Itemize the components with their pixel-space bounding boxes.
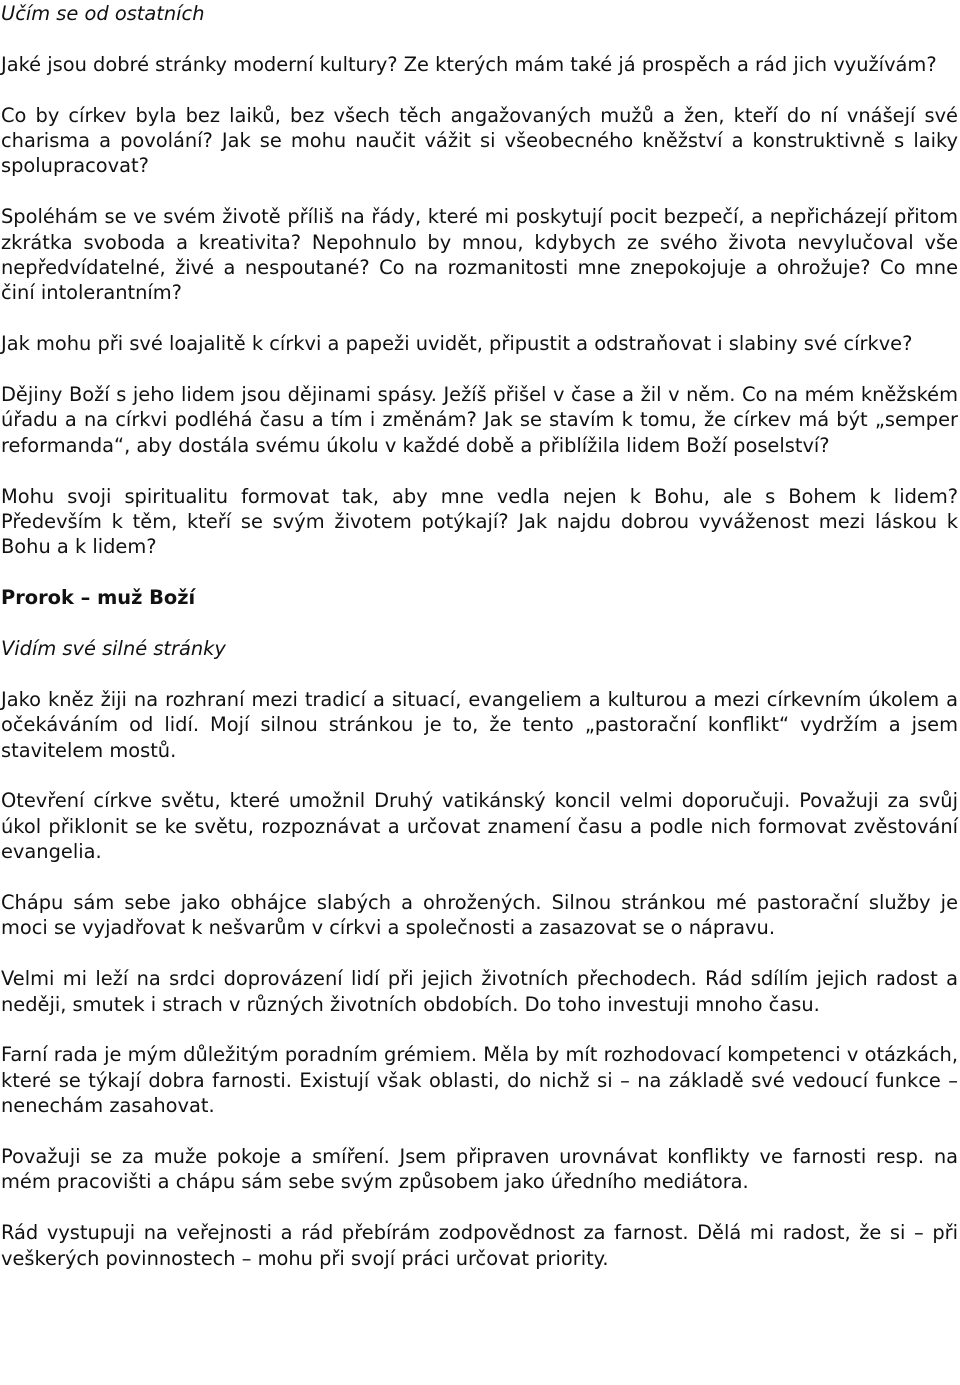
section-subheading-strengths: Vidím své silné stránky [1, 637, 226, 661]
paragraph: Rád vystupuji na veřejnosti a rád přebírám zodpovědnost za farnost. Dělá mi radost, že si – při veškerých povinnostech – mohu při svojí práci určovat priority. [1, 1221, 958, 1270]
paragraph: Spoléhám se ve svém životě příliš na řády, které mi poskytují pocit bezpečí, a nepřicházejí přitom zkrátka svoboda a kreativita? Nepohnulo by mnou, kdybych ze svého života nevylučoval vše nepředvídatelné, živé a nespoutané? Co na rozmanitosti mne znepokojuje a ohrožuje? Co mne činí intolerantním? [1, 205, 958, 305]
paragraph: Mohu svoji spiritualitu formovat tak, aby mne vedla nejen k Bohu, ale s Bohem k lidem? Především k těm, kteří se svým životem potýkají? Jak najdu dobrou vyváženost mezi láskou k Bohu a k lidem? [1, 484, 958, 559]
section-heading-learning: Učím se od ostatních [1, 2, 205, 25]
section-title-prophet: Prorok – muž Boží [1, 586, 196, 610]
paragraph: Chápu sám sebe jako obhájce slabých a ohrožených. Silnou stránkou mé pastorační služby je moci se vyjadřovat k nešvarům v církvi a společnosti a zasazovat se o nápravu. [1, 891, 958, 940]
paragraph: Považuji se za muže pokoje a smíření. Jsem připraven urovnávat konflikty ve farnosti resp. na mém pracovišti a chápu sám sebe svým způsobem jako úředního mediátora. [1, 1145, 958, 1194]
paragraph: Jak mohu při své loajalitě k církvi a papeži uvidět, připustit a odstraňovat i slabiny své církve? [1, 332, 913, 356]
paragraph: Jaké jsou dobré stránky moderní kultury? Ze kterých mám také já prospěch a rád jich využívám? [1, 52, 937, 76]
paragraph: Jako kněz žiji na rozhraní mezi tradicí a situací, evangeliem a kulturou a mezi církevním úkolem a očekáváním od lidí. Mojí silnou stránkou je to, že tento „pastorační konflikt“ vydržím a jsem stavitelem mostů. [1, 687, 958, 762]
paragraph: Farní rada je mým důležitým poradním grémiem. Měla by mít rozhodovací kompetenci v otázkách, které se týkají dobra farnosti. Existují však oblasti, do nichž si – na základě své vedoucí funkce – nenechám zasahovat. [1, 1043, 958, 1118]
paragraph: Dějiny Boží s jeho lidem jsou dějinami spásy. Ježíš přišel v čase a žil v něm. Co na mém kněžském úřadu a na církvi podléhá času a tím i změnám? Jak se stavím k tomu, že církev má být „semper reformanda“, aby dostála svému úkolu v každé době a přiblížila lidem Boží poselství? [1, 383, 958, 457]
paragraph: Velmi mi leží na srdci doprovázení lidí při jejich životních přechodech. Rád sdílím jejich radost a neději, smutek i strach v různých životních obdobích. Do toho investuji mnoho času. [1, 967, 958, 1016]
paragraph: Co by církev byla bez laiků, bez všech těch angažovaných mužů a žen, kteří do ní vnášejí své charisma a povolání? Jak se mohu naučit vážit si všeobecného kněžství a konstruktivně s laiky spolupracovat? [1, 103, 958, 178]
paragraph: Otevření církve světu, které umožnil Druhý vatikánský koncil velmi doporučuji. Považuji za svůj úkol přiklonit se ke světu, rozpoznávat a určovat znamení času a podle nich formovat zvěstování evangelia. [1, 789, 958, 864]
